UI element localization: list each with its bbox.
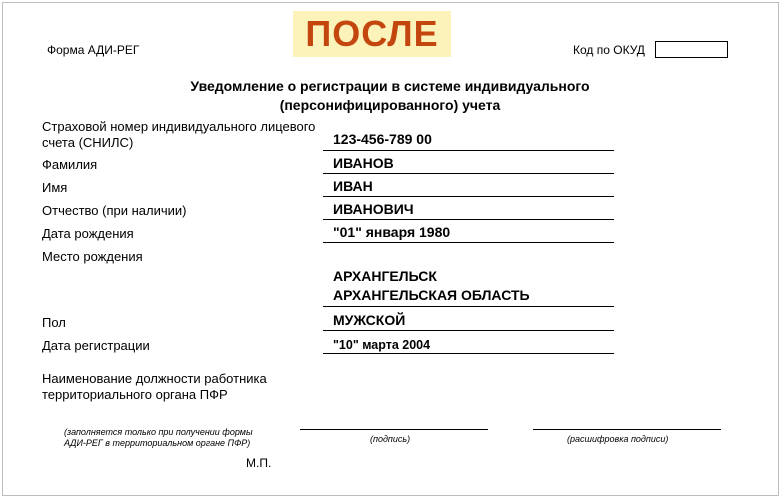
decoding-caption: (расшифровка подписи) [567,434,669,444]
birthdate-underline [323,242,614,243]
official-label-line-1: Наименование должности работника [42,371,267,386]
after-badge: ПОСЛЕ [293,11,451,57]
patronymic-underline [323,219,614,220]
document-title [140,77,640,115]
okud-input[interactable] [655,41,728,58]
regdate-label: Дата регистрации [42,338,150,353]
surname-label: Фамилия [42,157,98,172]
birthplace-underline [323,306,614,307]
official-label [42,371,267,403]
snils-label [42,119,315,151]
signature-caption: (подпись) [370,434,411,444]
birthdate-value: "01" января 1980 [333,224,451,240]
decoding-line [533,429,721,430]
sex-label: Пол [42,315,66,330]
patronymic-label: Отчество (при наличии) [42,203,187,218]
surname-underline [323,173,614,174]
official-label-line-2: территориального органа ПФР [42,387,228,402]
patronymic-value: ИВАНОВИЧ [333,201,414,217]
birthplace-value [333,267,530,305]
title-line-1: Уведомление о регистрации в системе индивидуального [190,78,590,94]
sex-underline [323,330,614,331]
fill-hint-line-1: (заполняется только при получении формы [64,427,253,437]
birthplace-value-line-2: АРХАНГЕЛЬСКАЯ ОБЛАСТЬ [333,287,530,303]
name-label: Имя [42,180,68,195]
sex-value: МУЖСКОЙ [333,312,406,328]
fill-hint [64,427,253,449]
regdate-value: "10" марта 2004 [333,338,431,352]
stamp-place: М.П. [246,456,272,470]
snils-label-line-2: счета (СНИЛС) [42,135,134,150]
birthplace-label: Место рождения [42,249,143,264]
birthplace-value-line-1: АРХАНГЕЛЬСК [333,268,437,284]
okud-label: Код по ОКУД [573,43,645,57]
surname-value: ИВАНОВ [333,155,394,171]
birthdate-label: Дата рождения [42,226,134,241]
snils-value: 123-456-789 00 [333,131,432,147]
form-name: Форма АДИ-РЕГ [47,43,140,57]
snils-label-line-1: Страховой номер индивидуального лицевого [42,119,316,134]
snils-underline [323,150,614,151]
title-line-2: (персонифицированного) учета [279,97,501,113]
signature-line [300,429,488,430]
name-value: ИВАН [333,178,373,194]
regdate-underline [323,353,614,354]
fill-hint-line-2: АДИ-РЕГ в территориальном органе ПФР) [64,438,251,448]
name-underline [323,196,614,197]
